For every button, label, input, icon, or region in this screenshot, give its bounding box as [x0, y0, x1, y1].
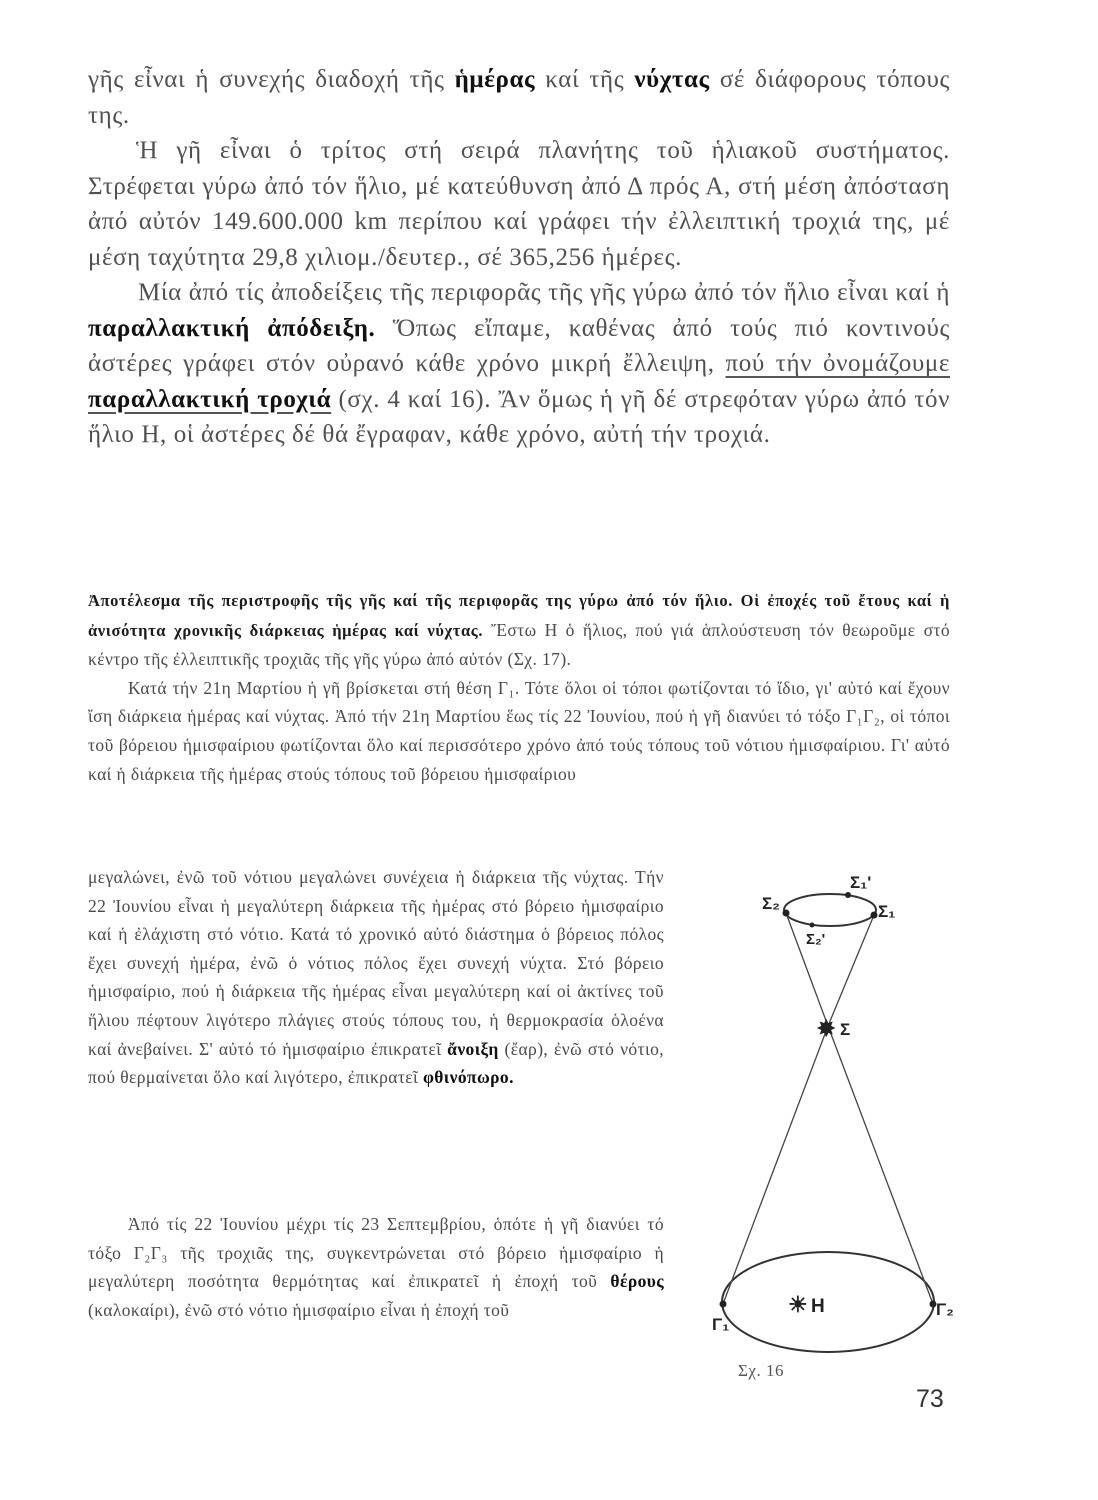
cone-line-lower-left — [723, 1026, 828, 1304]
label-s1: Σ₁ — [878, 902, 896, 921]
paragraph-june-continuation: μεγαλώνει, ἐνῶ τοῦ νότιου μεγαλώνει συνέχεια ἡ διάρκεια τῆς νύχτας. Τήν 22 Ἰουνίου εἶναι ἡ μεγαλύτερη διάρκεια τῆς ἡμέρας στό βόρειο ἡμισφαίριο καί ἡ ἐλάχιστη στό νότιο. Κατά τό χρονικό αὐτό διάστημα ὁ βόρειος πόλος ἔχει συνεχή ἡμέρα, ἐνῶ ὁ νότιος πόλος ἔχει συνεχή νύχτα. Στό βόρειο ἡμισφαίριο, πού ἡ διάρκεια τῆς ἡμέρας εἶναι μεγαλύτερη καί οἱ ἀκτίνες τοῦ ἥλιου πέφτουν λιγότερο πλάγιες στούς τόπους του, ἡ θερμοκρασία ὁλοένα καί ἀνεβαίνει. Σ' αὐτό τό ἡμισφαίριο ἐπικρατεῖ ἄνοιξη (ἔαρ), ἐνῶ στό νότιο, πού θερμαίνεται ὅλο καί λιγότερο, ἐπικρατεῖ φθινόπωρο. — [88, 867, 664, 1088]
main-text-block — [88, 62, 950, 453]
paragraph-march-21: Κατά τήν 21η Μαρτίου ἡ γῆ βρίσκεται στή θέση Γ₁. Τότε ὅλοι οἱ τόποι φωτίζονται τό ἴδιο, γι' αὐτό καί ἔχουν ἴση διάρκεια ἡμέρας καί νύχτας. Ἀπό τήν 21η Μαρτίου ἕως τίς 22 Ἰουνίου, πού ἡ γῆ διανύει τό τόξο Γ₁Γ₂, οἱ τόποι τοῦ βόρειου ἡμισφαίριου φωτίζονται ὅλο καί περισσότερο χρόνο ἀπό τούς τόπους τοῦ νότιου ἡμισφαίριου. Γι' αὐτό καί ἡ διάρκεια τῆς ἡμέρας στούς τόπους τοῦ βόρειου ἡμισφαίριου — [88, 677, 950, 784]
term-parallax-proof: παραλλακτική ἀπόδειξη. — [88, 314, 376, 342]
section-intro: Ἀποτέλεσμα τῆς περιστροφῆς τῆς γῆς καί τῆς περιφορᾶς της γύρω ἀπό τόν ἥλιο. Οἱ ἐποχές τοῦ ἔτους καί ἡ ἀνισότητα χρονικῆς διάρκειας ἡμέρας καί νύχτας. Ἔστω Η ὁ ἥλιος, πού γιά ἁπλούστευση τόν θεωροῦμε στό κέντρο τῆς ἐλλειπτικῆς τροχιᾶς τῆς γῆς γύρω ἀπό αὐτόν (Σχ. 17). — [88, 591, 951, 670]
term-day: ἡμέρας — [454, 66, 536, 93]
term-spring: ἄνοιξη — [447, 1038, 499, 1059]
term-summer: θέρους — [610, 1271, 664, 1292]
term-night: νύχτας — [634, 66, 710, 93]
term-autumn: φθινόπωρο. — [422, 1067, 514, 1088]
label-s: Σ — [840, 1020, 851, 1039]
label-g1: Γ₁ — [712, 1315, 730, 1334]
paragraph-june-september: Ἀπό τίς 22 Ἰουνίου μέχρι τίς 23 Σεπτεμβρίου, ὁπότε ἡ γῆ διανύει τό τόξο Γ₂Γ₃ τῆς τροχιᾶς της, συγκεντρώνεται στό βόρειο ἡμισφαίριο ἡ μεγαλύτερη ποσότητα θερμότητας καί ἐπικρατεῖ ἡ ἐποχή τοῦ θέρους (καλοκαίρι), ἐνῶ στό νότιο ἡμισφαίριο εἶναι ἡ ἐποχή τοῦ — [88, 1214, 664, 1320]
point-s2-prime — [810, 923, 815, 928]
earth-orbit-ellipse — [722, 1252, 934, 1352]
cone-line-upper-right — [828, 915, 874, 1026]
label-s2: Σ₂ — [762, 894, 780, 913]
parallax-ellipse — [784, 894, 876, 926]
term-parallax-orbit: παραλλακτική τροχιά — [88, 385, 332, 413]
point-s1-prime — [845, 892, 851, 898]
point-s2 — [783, 910, 790, 917]
section-heading: Ἀποτέλεσμα τῆς περιστροφῆς τῆς γῆς καί τῆς περιφορᾶς της γύρω ἀπό τόν ἥλιο. Οἱ ἐποχές τοῦ ἔτους καί ἡ ἀνισότητα χρονικῆς διάρκειας ἡμέρας καί νύχτας. — [88, 591, 950, 640]
label-h: Η — [811, 1296, 825, 1317]
cone-line-lower-right — [828, 1026, 933, 1304]
parallax-diagram — [700, 855, 970, 1385]
point-s1 — [871, 912, 878, 919]
label-g2: Γ₂ — [936, 1300, 954, 1319]
figure-caption: Σχ. 16 — [738, 1361, 784, 1380]
point-g1 — [720, 1301, 727, 1308]
underlined-phrase: πού τήν ὀνομάζουμε — [725, 350, 950, 377]
section-block — [88, 586, 950, 788]
page-number: 73 — [916, 1385, 944, 1413]
sun-icon: ☀ — [788, 1292, 808, 1317]
label-s2-prime: Σ₂' — [806, 931, 826, 948]
label-s1-prime: Σ₁' — [850, 873, 872, 892]
column-text-block-2 — [88, 1210, 664, 1324]
star-icon: ✸ — [817, 1016, 836, 1041]
column-text-block — [88, 863, 664, 1092]
paragraph-parallax-proof: Μία ἀπό τίς ἀποδείξεις τῆς περιφορᾶς τῆς γῆς γύρω ἀπό τόν ἥλιο εἶναι καί ἡ παραλλακτική ἀπόδειξη. Ὅπως εἴπαμε, καθένας ἀπό τούς πιό κοντινούς ἀστέρες γράφει στόν οὐρανό κάθε χρόνο μικρή ἔλλειψη, πού τήν ὀνομάζουμε παραλλακτική τροχιά (σχ. 4 καί 16). Ἄν ὅμως ἡ γῆ δέ στρεφόταν γύρω ἀπό τόν ἥλιο Η, οἱ ἀστέρες δέ θά ἔγραφαν, κάθε χρόνο, αὐτή τήν τροχιά. — [88, 279, 950, 448]
paragraph-earth-day-night: γῆς εἶναι ἡ συνεχής διαδοχή τῆς ἡμέρας καί τῆς νύχτας σέ διάφορους τόπους της. — [88, 66, 950, 129]
cone-line-upper-left — [786, 913, 828, 1026]
paragraph-earth-orbit: Ἡ γῆ εἶναι ὁ τρίτος στή σειρά πλανήτης τοῦ ἡλιακοῦ συστήματος. Στρέφεται γύρω ἀπό τόν ἥλιο, μέ κατεύθυνση ἀπό Δ πρός Α, στή μέση ἀπόσταση ἀπό αὐτόν 149.600.000 km περίπου καί γράφει τήν ἐλλειπτική τροχιά της, μέ μέση ταχύτητα 29,8 χιλιομ./δευτερ., σέ 365,256 ἡμέρες. — [88, 137, 950, 271]
